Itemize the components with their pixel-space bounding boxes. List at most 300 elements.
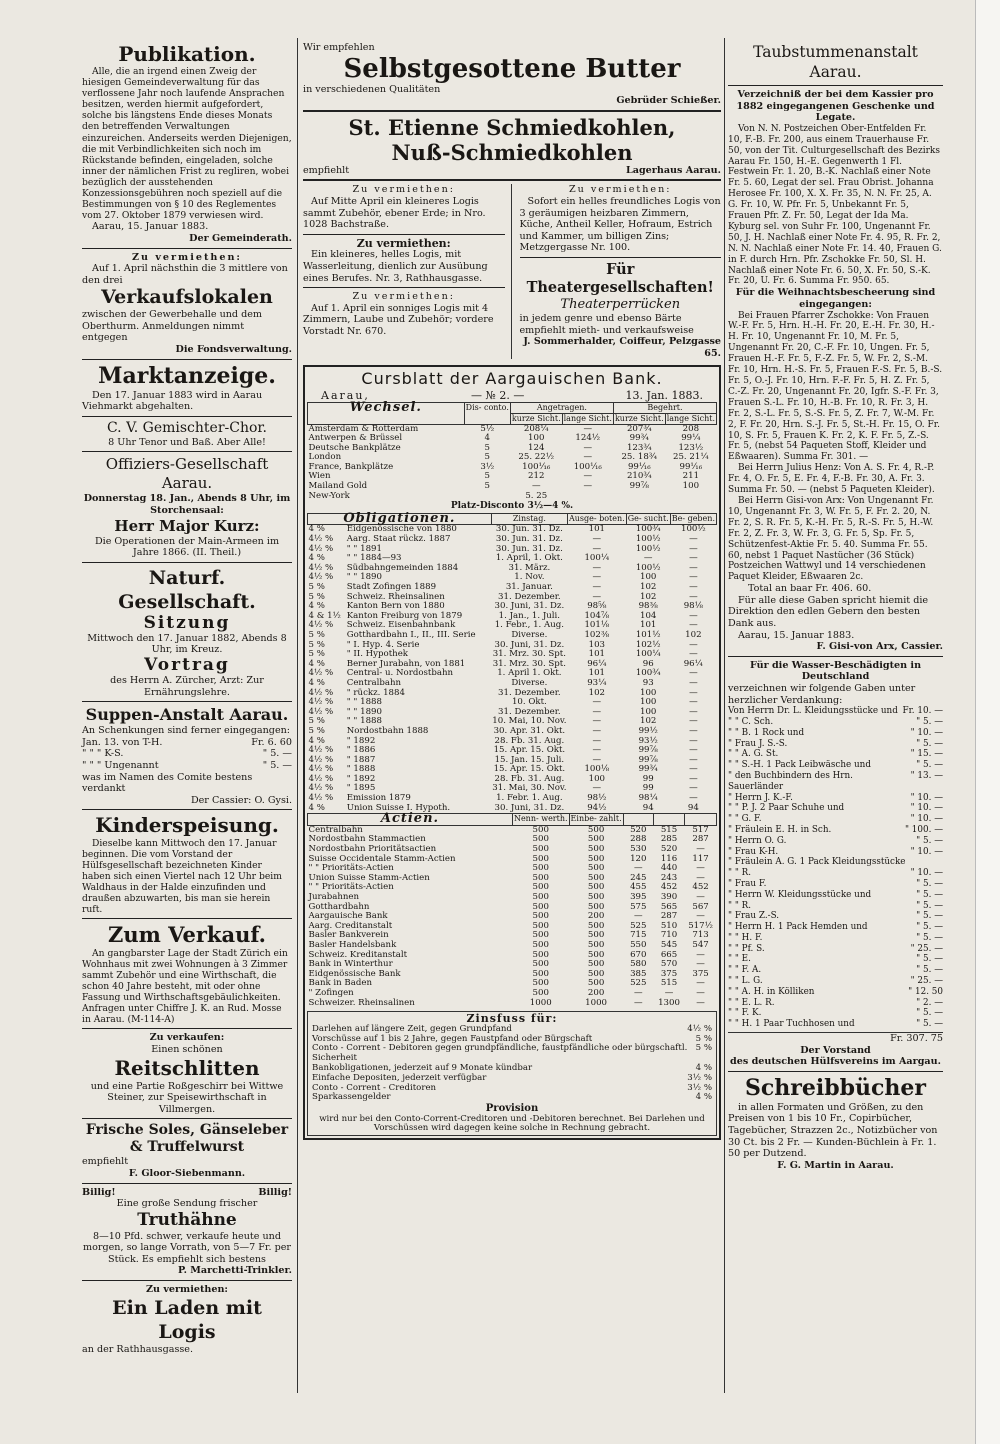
obligation-row-cell: 102 bbox=[685, 629, 702, 640]
obligation-row-cell: " " 1890 bbox=[346, 706, 382, 717]
donor-row: " 2. — " " E. L. R. bbox=[728, 997, 943, 1008]
obligation-row-cell: — bbox=[689, 735, 698, 746]
obligation-row-cell: 4½ % bbox=[308, 783, 334, 794]
donor-row: " 12. 50 " " A. H. in Kölliken bbox=[728, 986, 943, 997]
actien-row-cell: — bbox=[696, 987, 705, 998]
vortrag-label: Vortrag bbox=[144, 655, 230, 675]
obligation-row-cell: 31. Mrz. 30. Spt. bbox=[492, 649, 566, 660]
vermiethen-left-heading: Zu vermiethen: bbox=[352, 184, 456, 196]
obligation-row-cell: " " 1888 bbox=[346, 716, 382, 727]
verkauf-text: An gangbarster Lage der Stadt Zürich ein Wohnhaus mit zwei Wohnungen à 3 Zimmer sammt Zubehör und eine Wirthschaft, die schon 40 Jahre besteht, mit oder ohne Fassung und Wirthschaftsgebäulichkeiten. Anfragen unter Chiffre J. K. an Rud. Mosse in Aarau. (M-114-A) bbox=[82, 948, 288, 1026]
actien-row-cell: — bbox=[696, 997, 705, 1008]
actien-row-cell: — bbox=[696, 949, 705, 960]
obligation-row-cell: 30. Juni, 31. Dz. bbox=[494, 802, 565, 813]
obligation-row-cell: 5 % bbox=[308, 629, 325, 640]
obligation-row-cell: 101 bbox=[640, 620, 657, 631]
actien-row-cell: 500 bbox=[532, 834, 549, 845]
donor-row: " 5. — " Frau J. S.-S. bbox=[728, 738, 943, 749]
obligation-row-cell: " 1895 bbox=[346, 783, 376, 794]
obligation-row-cell: 100¾ bbox=[635, 524, 661, 535]
obligation-row-cell: Schweiz. Eisenbahnbank bbox=[346, 620, 456, 631]
obligation-row-cell: 100¼ bbox=[635, 649, 661, 660]
obligation-row-cell: — bbox=[592, 543, 602, 554]
obligation-row-cell: 4½ % bbox=[308, 620, 334, 631]
obligation-row-cell: 104 bbox=[640, 610, 657, 621]
donor-row: " 5. — " " S.-H. 1 Pack Leibwäsche und bbox=[728, 760, 943, 771]
obligation-row-cell: Nordostbahn 1888 bbox=[346, 725, 429, 736]
obligation-row-cell: 4½ % bbox=[308, 562, 334, 573]
suppen-row: " " " K-S. " 5. — bbox=[82, 748, 292, 760]
actien-row-cell: 517½ bbox=[688, 920, 713, 931]
obligation-row-cell: — bbox=[689, 591, 698, 602]
obligation-row-cell: 4½ % bbox=[308, 572, 334, 583]
actien-row bbox=[308, 979, 717, 989]
wechsel-row-cell: 99¼ bbox=[681, 433, 701, 444]
donor-row: " 5. — " " H. 1 Paar Tuchhosen und bbox=[728, 1019, 943, 1030]
obligation-row-cell: 100 bbox=[640, 706, 657, 717]
obligation-row-cell: Stadt Zofingen 1889 bbox=[346, 582, 437, 592]
butter-signature: Gebrüder Schießer. bbox=[616, 95, 721, 107]
actien-row-cell: Bank in Baden bbox=[308, 978, 372, 989]
actien-row-cell: 500 bbox=[587, 853, 605, 864]
zinsfuss-row: 5 % Conto - Corrent - Debitoren gegen grundpfändliche, faustpfändliche oder bürgschaftl. Sicherheit bbox=[312, 1043, 712, 1064]
actien-row-cell: 390 bbox=[660, 892, 678, 902]
actien-row-cell: — bbox=[696, 911, 705, 922]
theater-sub: Theaterperrücken bbox=[560, 296, 681, 312]
obligation-row-cell: 102 bbox=[640, 582, 657, 592]
theater-text: in jedem genre und ebenso Bärte empfiehlt mieth- und verkaufsweise bbox=[519, 312, 694, 336]
cursblatt bbox=[303, 365, 721, 1140]
vermiethen-text: Auf 1. April nächsthin die 3 mittlere von den drei bbox=[82, 263, 288, 286]
actien-row-cell: 500 bbox=[532, 853, 549, 864]
obligation-row-cell: 31. Dezember. bbox=[498, 706, 561, 717]
actien-row-cell: Aargauische Bank bbox=[308, 911, 388, 922]
obligation-row-cell: — bbox=[689, 668, 698, 679]
actien-row-cell: " Zofingen bbox=[308, 987, 354, 998]
obligation-row-cell: — bbox=[592, 725, 602, 736]
actien-row-cell: 575 bbox=[630, 901, 647, 912]
obligation-row-cell: 101½ bbox=[635, 629, 661, 640]
donor-row: " 10. — " " P. J. 2 Paar Schuhe und bbox=[728, 803, 943, 814]
wechsel-row-cell: 99¾ bbox=[629, 433, 649, 444]
vermiethen-signature: Die Fondsverwaltung. bbox=[175, 344, 292, 356]
obligation-row-cell: — bbox=[592, 591, 602, 602]
weihnacht-text: Bei Frauen Pfarrer Zschokke: Von Frauen W.-F. Fr. 5, Hrn. H.-H. Fr. 20, E.-H. Fr. 30, H.-H. Fr. 10, Ungenannt Fr. 10, M. Fr. 5, Ungenannt Fr. 20, C.-F. Fr. 10, Ungen. Fr. 5, Frauen H.-F. Fr. 5, F.-Z. Fr. 5, W. Fr. 2, S.-M. Fr. 10, Hrn. H.-S. Fr. 5, Frauen F.-S. Fr. 5, B.-S. Fr. 5, O.-J. Fr. 10, Hrn. F.-F. Fr. 5, H. Z. Fr. 5, C.-Z. Fr. 20, Ungenannt Fr. 20, Igfr. S.-F. Fr. 3, Frauen S.-L. Fr. 10, H.-B. Fr. 10, R. Fr. 3, H. Fr. 2, S.-L. Fr. 5, S.-S. Fr. 5, Z. Fr. 7, W.-M. Fr. 2, F. Fr. 20, Hrn. S.-J. Fr. 5, St.-H. Fr. 15, O. Fr. 10, S. Fr. 5, Frauen K. Fr. 2, K. F. Fr. 5, Z.-S. Fr. 5, (nebst 54 Paqueten Stoff, Kleider und Eßwaaren). Summa Fr. 301. — bbox=[728, 310, 943, 463]
obligation-row-cell: 93¼ bbox=[587, 677, 607, 688]
actien-row-cell: 395 bbox=[630, 892, 647, 902]
donor-row: " 10. — " Frau K-H. bbox=[728, 846, 943, 857]
actien-row-cell: 285 bbox=[660, 834, 678, 845]
actien-row-cell: — bbox=[633, 987, 643, 998]
wechsel-row-cell: Antwerpen & Brüssel bbox=[308, 433, 403, 444]
actien-row-cell: 713 bbox=[692, 930, 709, 941]
obligation-row-cell: 99⅞ bbox=[638, 745, 658, 756]
obligation-row-cell: Südbahngemeinden 1884 bbox=[346, 562, 459, 573]
actien-row-cell: 530 bbox=[630, 844, 647, 855]
obligation-row-cell: " 1886 bbox=[346, 745, 376, 756]
laden-title: Ein Laden mit Logis bbox=[112, 1296, 262, 1343]
wechsel-row-cell: 25. 22½ bbox=[518, 452, 555, 463]
actien-row-cell: 500 bbox=[532, 939, 549, 950]
obligation-row-cell: 101 bbox=[588, 668, 606, 679]
obligation-row-cell: 28. Fb. 31. Aug. bbox=[494, 735, 565, 746]
wechsel-row-cell bbox=[464, 492, 510, 502]
obligation-row-cell: 99¾ bbox=[638, 764, 658, 775]
wechsel-row-cell: 5 bbox=[484, 442, 490, 453]
truthaehne-billig: Billig! Billig! bbox=[82, 1186, 292, 1198]
obligation-row-cell: " 1892 bbox=[346, 773, 376, 784]
obligation-row-cell: 100¼ bbox=[584, 553, 610, 564]
actien-row-cell: 500 bbox=[587, 834, 605, 845]
kohle-footer: empfiehlt Lagerhaus Aarau. bbox=[303, 164, 721, 176]
obligation-row-cell: 4 % bbox=[308, 677, 325, 688]
obligation-row-cell: — bbox=[592, 745, 602, 756]
zinsfuss-box bbox=[307, 1011, 717, 1136]
laden-text: an der Rathhausgasse. bbox=[82, 1343, 194, 1355]
actien-row-cell: Aarg. Creditanstalt bbox=[308, 920, 393, 931]
theater-title: Für Theatergesellschaften! bbox=[526, 260, 714, 296]
obligation-row-cell: 5 % bbox=[308, 582, 325, 592]
obligation-row-cell: 96¼ bbox=[587, 658, 607, 669]
actien-row-cell: 500 bbox=[532, 872, 549, 883]
wechsel-row-cell bbox=[613, 492, 665, 502]
suppen-signature: Der Cassier: O. Gysi. bbox=[190, 794, 292, 806]
wechsel-row-cell: 25. 21¼ bbox=[673, 452, 709, 463]
obligation-row-cell: Aarg. Staat rückz. 1887 bbox=[346, 534, 451, 545]
actien-row-cell: 500 bbox=[587, 872, 605, 883]
wasser-signature-2: des deutschen Hülfsvereins im Aargau. bbox=[730, 1056, 941, 1068]
vermiethen-heading: Zu vermiethen: bbox=[132, 251, 242, 263]
actien-row-cell: 500 bbox=[532, 911, 549, 922]
actien-row-cell: 200 bbox=[587, 911, 605, 922]
actien-row-cell: 287 bbox=[692, 834, 709, 845]
actien-row-cell: 287 bbox=[660, 911, 678, 922]
kohle-title-2: Nuß-Schmiedkohlen bbox=[391, 139, 633, 165]
wechsel-row-cell: 99⅟₁₆ bbox=[627, 461, 651, 472]
wechsel-row-cell: 212 bbox=[528, 471, 545, 482]
schreibbuecher-text: in allen Formaten und Größen, zu den Preisen von 1 bis 10 Fr., Copirbücher, Tagebücher, Strazzen 2c., Notizbücher von 30 Ct. bis 2 Fr. — Kunden-Büchlein à Fr. 1. 50 per Dutzend. bbox=[728, 1101, 938, 1160]
wechsel-row-cell: 208¼ bbox=[523, 423, 549, 434]
obligation-row-cell: 31. Mai, 30. Nov. bbox=[492, 783, 567, 794]
obligation-row-cell: 15. Apr. 15. Okt. bbox=[493, 745, 566, 756]
obligation-row-cell: — bbox=[689, 764, 698, 775]
obligation-row-cell: — bbox=[592, 582, 602, 592]
actien-row-cell: 440 bbox=[660, 863, 678, 874]
actien-row-cell: 500 bbox=[532, 844, 549, 855]
actien-table: Actien. Nenn- werth. Einbe- zahlt. Centralbahn 500 500 520 515 517 Nordostbahn Stammactien 500 500 288 285 287 Nordostbahn Prioritätsactien 500 500 530 520 — Suisse Occidentale Stamm-Actien 500 500 120 116 117 " " Prioritäts-Actien 500 500 — 440 — Union Suisse Stamm-Actien 500 500 245 243 — " " Prioritäts-Actien 500 500 455 452 452 Jurabahnen 500 500 395 390 — Gotthardbahn 500 500 575 565 567 Aargauische Bank 500 200 — 287 — Aarg. Creditanstalt 500 500 525 510 517½ Basler Bankverein 500 500 715 710 713 Basler Handelsbank 500 500 550 545 547 Schweiz. Kreditanstalt 500 500 670 665 — Bank in Winterthur 500 500 580 570 — Eidgenössische Bank 500 500 385 375 375 Bank in Baden 500 500 525 515 — " Zofingen 500 200 — — — Schweizer. Rheinsalinen 1000 1000 — 1300 — bbox=[307, 813, 717, 1008]
obligation-row-cell: 15. Jan. 15. Juli. bbox=[494, 754, 565, 765]
obligation-row-cell: " 1887 bbox=[346, 754, 376, 765]
wechsel-table: Wechsel. Dis- conto. Angetragen. Begehrt. kurze Sicht. lange Sicht. kurze Sicht. lange Sicht. Amsterdam & Rotterdam 5½ 208¼ — 207¾ 208 Antwerpen & Brüssel 4 100 124½ 99¾ 99¼ Deutsche Bankplätze 5 124 — 123¾ 123½ London 5 25. 22½ — 25. 18¾ 25. 21¼ France, Bankplätze 3½ 100⅟₁₆ 100⅟₁₆ 99⅟₁₆ 99⅟₁₆ Wien 5 212 — 210¾ 211 Mailand Gold 5 — — 99⅞ 100 New-York 5. 25 bbox=[308, 400, 715, 501]
obligation-row-cell: Emission 1879 bbox=[346, 793, 411, 804]
obligation-row-cell: — bbox=[689, 572, 698, 583]
obligation-row-cell: — bbox=[689, 697, 698, 708]
actien-row-cell: 500 bbox=[532, 968, 549, 979]
obligation-row-cell: 30. Jun. 31. Dz. bbox=[495, 534, 563, 545]
obligation-row-cell: Gotthardbahn I., II., III. Serie bbox=[346, 629, 476, 640]
actien-row-cell: Gotthardbahn bbox=[308, 901, 370, 912]
obligation-row-cell: 28. Fb. 31. Aug. bbox=[494, 773, 565, 784]
obligation-row-cell: 100 bbox=[640, 687, 657, 698]
obligation-row-cell: — bbox=[592, 534, 602, 545]
obligation-row-cell: 4 % bbox=[308, 735, 325, 746]
obligation-row-cell: 30. Juni, 31. Dz. bbox=[494, 601, 565, 612]
obligation-row-cell: 31. Januar. bbox=[505, 582, 553, 592]
obligation-row-cell: 4½ % bbox=[308, 687, 334, 698]
actien-row-cell: — bbox=[696, 892, 705, 902]
obligation-row-cell: Central- u. Nordostbahn bbox=[346, 668, 454, 679]
actien-row-cell: — bbox=[696, 978, 705, 989]
obligation-row-cell: " " 1884—93 bbox=[346, 553, 402, 564]
vermiethen-right-heading: Zu vermiethen: bbox=[568, 184, 672, 196]
actien-row-cell: 375 bbox=[692, 968, 709, 979]
obligation-row-cell: 99½ bbox=[638, 725, 658, 736]
wasser-text: verzeichnen wir folgende Gaben unter herzlicher Verdankung: bbox=[728, 682, 916, 706]
donor-row: " 5. — " Herrn W. Kleidungsstücke und bbox=[728, 889, 943, 900]
actien-row-cell: 500 bbox=[587, 863, 605, 874]
obligation-row-cell: 15. Apr. 15. Okt. bbox=[493, 764, 566, 775]
obligation-row-cell: Union Suisse I. Hypoth. bbox=[346, 802, 451, 813]
obligation-row-cell: 10. Okt. bbox=[511, 697, 547, 708]
obligation-row-cell: 102 bbox=[640, 716, 657, 727]
obligation-row bbox=[308, 804, 717, 814]
offiziers-text: Die Operationen der Main-Armeen im Jahre 1866. (II. Theil.) bbox=[94, 535, 280, 559]
taubstummen-signature: F. Gisi-von Arx, Cassier. bbox=[816, 641, 943, 653]
obligation-row-cell: Schweiz. Rheinsalinen bbox=[346, 591, 445, 602]
actien-row-cell: 288 bbox=[630, 834, 647, 845]
actien-row-cell: 500 bbox=[532, 892, 549, 902]
dank-text: Für alle diese Gaben spricht hiemit die Direktion den edlen Gebern den besten Dank aus. bbox=[728, 594, 929, 629]
actien-row-cell: 200 bbox=[587, 987, 605, 998]
actien-row-cell: — bbox=[696, 959, 705, 970]
suppen-row: " " " Ungenannt " 5. — bbox=[82, 759, 292, 771]
vermiethen-left-text-2: Ein kleineres, helles Logis, mit Wasserleitung, dienlich zur Ausübung eines Berufes. Nr. 3, Rathhausgasse. bbox=[303, 249, 488, 284]
actien-row-cell: 500 bbox=[532, 959, 549, 970]
obligation-row-cell: — bbox=[689, 725, 698, 736]
soles-text: empfiehlt bbox=[82, 1156, 129, 1168]
donor-row: " Fräulein A. G. 1 Pack Kleidungsstücke bbox=[728, 857, 906, 868]
donor-row: Fr. 10. — Von Herrn Dr. L. Kleidungsstücke und bbox=[728, 706, 943, 717]
actien-row-cell: — bbox=[633, 863, 643, 874]
soles-signature: F. Gloor-Siebenmann. bbox=[128, 1167, 246, 1179]
obligation-row-cell: 1. Febr., 1. Aug. bbox=[494, 620, 564, 631]
actien-row-cell: 500 bbox=[532, 930, 549, 941]
obligation-row-cell: 98¼ bbox=[638, 793, 658, 804]
obligation-row-cell: 101 bbox=[588, 524, 606, 535]
obligation-row-cell: 93 bbox=[642, 677, 654, 688]
obligation-row-cell: — bbox=[689, 783, 698, 794]
actien-row-cell: — bbox=[664, 987, 674, 998]
obligation-row-cell: — bbox=[689, 793, 698, 804]
obligation-row-cell: — bbox=[592, 783, 602, 794]
obligation-row-cell: 1. Nov. bbox=[514, 572, 545, 583]
wechsel-row-cell bbox=[562, 492, 613, 502]
obligation-row-cell: — bbox=[689, 639, 698, 650]
wechsel-row-cell: 4 bbox=[484, 433, 490, 444]
wechsel-row-cell: 99⅟₁₆ bbox=[679, 461, 703, 472]
wechsel-row-cell: 25. 18¾ bbox=[621, 452, 658, 463]
obligation-row-cell: 1. Febr. 1. Aug. bbox=[496, 793, 563, 804]
donor-row: " 10. — " " G. F. bbox=[728, 814, 943, 825]
wechsel-row-cell: Wien bbox=[308, 471, 331, 482]
obligation-row-cell: 101⅛ bbox=[584, 620, 610, 631]
obligation-row-cell: — bbox=[592, 716, 602, 727]
obligation-row-cell: 4 % bbox=[308, 658, 325, 669]
reitschlitten-text: und eine Partie Roßgeschirr bei Wittwe Steiner, zur Speisewirthschaft in Villmergen. bbox=[90, 1080, 284, 1115]
obligation-row-cell: 104⅞ bbox=[584, 610, 610, 621]
actien-row-cell: 500 bbox=[532, 901, 549, 912]
actien-row-cell: 525 bbox=[630, 920, 647, 931]
donor-row: " 5. — " Frau F. bbox=[728, 878, 943, 889]
donor-row: " 5. — " " E. bbox=[728, 954, 943, 965]
actien-row-cell: 500 bbox=[587, 959, 605, 970]
truthaehne-signature: P. Marchetti-Trinkler. bbox=[177, 1265, 292, 1277]
butter-title: Selbstgesottene Butter bbox=[343, 53, 681, 84]
sitzung-label: Sitzung bbox=[143, 612, 231, 633]
obligation-row-cell: 4 % bbox=[308, 524, 325, 535]
donor-row: " 13. — " den Buchbindern des Hrn. Sauerländer bbox=[728, 770, 943, 792]
obligation-row-cell: 99⅞ bbox=[638, 754, 658, 765]
naturf-title: Naturf. Gesellschaft. bbox=[118, 566, 256, 613]
actien-row-cell: 565 bbox=[660, 901, 678, 912]
obligation-row-cell: 1. Jan., 1. Juli. bbox=[498, 610, 561, 621]
obligation-row-cell: — bbox=[592, 706, 602, 717]
cursblatt-dateline: Aarau, — № 2. — 13. Jan. 1883. bbox=[321, 389, 703, 403]
vermiethen-left-heading-2: Zu vermiethen: bbox=[356, 236, 451, 250]
wechsel-row-cell: 207¾ bbox=[626, 423, 652, 434]
actien-row-cell: 500 bbox=[587, 892, 605, 902]
obligation-row-cell: 30. Apr. 31. Okt. bbox=[493, 725, 566, 736]
donor-row: " 5. — " Herrn O. G. bbox=[728, 835, 943, 846]
wechsel-row bbox=[308, 472, 717, 482]
obligation-row-cell: Diverse. bbox=[511, 629, 548, 640]
wechsel-row-cell: New-York bbox=[308, 490, 350, 501]
henz-text: Bei Herrn Julius Henz: Von A. S. Fr. 4, R.-P. Fr. 4, O. Fr. 5, E. Fr. 4, F.-B. Fr. 30, A. Fr. 3. Summa Fr. 50. — (nebst 5 Paqueten Kleider). bbox=[728, 463, 935, 496]
zinsfuss-title: Zinsfuss für: bbox=[466, 1012, 558, 1026]
obligation-row-cell: 4½ % bbox=[308, 754, 334, 765]
wechsel-row-cell: 5 bbox=[484, 452, 490, 463]
taubstummen-date: Aarau, 15. Januar 1883. bbox=[738, 629, 855, 641]
donor-row: " 10. — " Herrn J. K.-F. bbox=[728, 792, 943, 803]
actien-row-cell: 500 bbox=[587, 920, 605, 931]
wechsel-row-cell: Amsterdam & Rotterdam bbox=[308, 423, 419, 434]
obligation-row-cell: 98⅛ bbox=[683, 601, 703, 612]
actien-row-cell: Bank in Winterthur bbox=[308, 959, 393, 970]
soles-title: Frische Soles, Gänseleber & Truffelwurst bbox=[85, 1122, 289, 1156]
wechsel-row-cell: 123¾ bbox=[626, 442, 652, 453]
obligation-row-cell: 4½ % bbox=[308, 534, 334, 545]
obligation-row-cell: 4½ % bbox=[308, 745, 334, 756]
obligation-row-cell: — bbox=[689, 773, 698, 784]
donor-row: " 100. — " Fräulein E. H. in Sch. bbox=[728, 824, 943, 835]
butter-sub: in verschiedenen Qualitäten bbox=[303, 83, 441, 95]
wechsel-row bbox=[308, 463, 717, 473]
obligation-row-cell: — bbox=[689, 716, 698, 727]
obligation-row-cell: 5 % bbox=[308, 716, 325, 727]
actien-row-cell: 550 bbox=[630, 939, 647, 950]
actien-row-cell: Schweizer. Rheinsalinen bbox=[308, 997, 415, 1008]
obligation-row-cell: 4 & 1½ bbox=[308, 610, 341, 621]
wechsel-row-cell: 5. 25 bbox=[525, 490, 548, 501]
wechsel-row-cell: 3½ bbox=[480, 461, 495, 472]
wechsel-row-cell: France, Bankplätze bbox=[308, 461, 394, 472]
arx-text: Bei Herrn Gisi-von Arx: Von Ungenannt Fr. 10, Ungenannt Fr. 3, W. Fr. 5, F. Fr. 2. 20, N. Fr. 2, S. R. Fr. 5, K.-H. Fr. 5, R.-S. Fr. 5, H.-W. Fr. 2, Z. Fr. 3, W. Fr. 3, G. Fr. 5, Sp. Fr. 5, Schützenfest-Aktie Fr. 5. 40. Summa Fr. 55. 60, nebst 1 Paquet Nastücher (36 Stück) Postzeichen Wattwyl und 14 verschiedenen Paquet Kleider, Eßwaaren 2c. bbox=[728, 495, 934, 583]
platz-disconto: Platz-Disconto 3½—4 %. bbox=[450, 501, 574, 512]
actien-row-cell: 580 bbox=[630, 959, 647, 970]
obligation-row-cell: 100⅛ bbox=[584, 764, 610, 775]
zinsfuss-row: 3½ % Conto - Corrent - Creditoren bbox=[312, 1082, 712, 1093]
actien-row-cell: 500 bbox=[532, 824, 549, 835]
obligation-row-cell: — bbox=[689, 610, 698, 621]
actien-row-cell: — bbox=[696, 872, 705, 883]
offiziers-speaker: Herr Major Kurz: bbox=[114, 516, 260, 535]
actien-row-cell: 510 bbox=[660, 920, 678, 931]
provision-title: Provision bbox=[485, 1103, 539, 1115]
vermiethen-left-text-3: Auf 1. April ein sonniges Logis mit 4 Zimmern, Laube und Zubehör; vordere Vorstadt Nr. 670. bbox=[303, 302, 494, 337]
obligation-row-cell: 5 % bbox=[308, 591, 325, 602]
actien-row-cell: Schweiz. Kreditanstalt bbox=[308, 949, 408, 960]
actien-row-cell: 515 bbox=[660, 978, 678, 989]
wasser-sum: Fr. 307. 75 bbox=[728, 1032, 943, 1045]
obligation-row-cell: 31. Mrz. 30. Spt. bbox=[492, 658, 566, 669]
actien-row-cell: 500 bbox=[587, 882, 605, 893]
actien-row-cell: 116 bbox=[660, 853, 678, 864]
wechsel-row-cell: 100 bbox=[528, 433, 545, 444]
marktanzeige-text: Den 17. Januar 1883 wird in Aarau Viehmarkt abgehalten. bbox=[82, 389, 263, 413]
wechsel-row-cell: 210¾ bbox=[626, 471, 652, 482]
obligation-row-cell: 100 bbox=[640, 697, 657, 708]
zinsfuss-row: 4½ % Darlehen auf längere Zeit, gegen Grundpfand bbox=[312, 1023, 712, 1034]
verkaufen-sub: Einen schönen bbox=[151, 1043, 223, 1055]
obligation-row-cell: 102 bbox=[588, 687, 606, 698]
donor-row: " 10. — " " R. bbox=[728, 868, 943, 879]
zinsfuss-row: 4 % Bankobligationen, jederzeit auf 9 Monate kündbar bbox=[312, 1062, 712, 1073]
schreibbuecher-title: Schreibbücher bbox=[745, 1074, 926, 1101]
naturf-date: Mittwoch den 17. Januar 1882, Abends 8 Uhr, im Kreuz. bbox=[87, 632, 287, 656]
obligation-row-cell: 100½ bbox=[635, 534, 661, 545]
column-left bbox=[82, 42, 292, 1355]
actien-row-cell: 520 bbox=[660, 844, 678, 855]
butter-pre: Wir empfehlen bbox=[303, 42, 375, 53]
obligation-row-cell: 100 bbox=[640, 572, 657, 583]
wechsel-row-cell: Mailand Gold bbox=[308, 481, 368, 492]
kohle-title-1: St. Etienne Schmiedkohlen, bbox=[348, 114, 676, 140]
obligation-row-cell: — bbox=[592, 754, 602, 765]
actien-row-cell: 665 bbox=[660, 949, 678, 960]
obligation-row-cell: Eidgenössische von 1880 bbox=[346, 524, 457, 535]
actien-row-cell: Eidgenössische Bank bbox=[308, 968, 401, 979]
suppen-row: Jan. 13. von T-H. Fr. 6. 60 bbox=[82, 736, 292, 748]
obligation-row-cell: 4 % bbox=[308, 802, 325, 813]
obligation-row-cell: 94½ bbox=[587, 802, 607, 813]
donor-row: " 25. — " " Pf. S. bbox=[728, 943, 943, 954]
actien-row-cell: — bbox=[633, 911, 643, 922]
obligationen-table: Obligationen. Zinstag. Ausge- boten. Ge- sucht. Be- geben. 4 % Eidgenössische von 1880 30. Jun. 31. Dz. 101 100¾ 100½ 4½ % Aarg. Staat rückz. 1887 30. Jun. 31. Dz. — 100½ — 4½ % " " 1891 30. Jun. 31. Dz. — 100½ — 4 % " " 1884—93 1. April, 1. Okt. 100¼ — — 4½ % Südbahngemeinden 1884 31. März. — 100½ — 4½ % " " 1890 1. Nov. — 100 — 5 % Stadt Zofingen 1889 31. Januar. — 102 — 5 % Schweiz. Rheinsalinen 31. Dezember. — 102 — 4 % Kanton Bern von 1880 30. Juni, 31. Dz. 98⅝ 98⅜ 98⅛ 4 & 1½ Kanton Freiburg von 1879 1. Jan., 1. Juli. 104⅞ 104 — 4½ % Schweiz. Eisenbahnbank 1. Febr., 1. Aug. 101⅛ 101 — 5 % Gotthardbahn I., II., III. Serie Diverse. 102⅜ 101½ 102 5 % " I. Hyp. 4. Serie 30. Juni, 31. Dz. 103 102½ — 5 % " II. Hypothek 31. Mrz. 30. Spt. 101 100¼ — 4 % Berner Jurabahn, von 1881 31. Mrz. 30. Spt. 96¼ 96 96¼ 4½ % Central- u. Nordostbahn 1. April 1. Okt. 101 100¾ — 4 % Centralbahn Diverse. 93¼ 93 — 4½ % " rückz. 1884 31. Dezember. 102 100 — 4½ % " " 1888 10. Okt. — 100 — 4½ % " " 1890 31. Dezember. — 100 — 5 % " " 1888 10. Mai, 10. Nov. — 102 — 5 % Nordostbahn 1888 30. Apr. 31. Okt. — 99½ — 4 % " 1892 28. Fb. 31. Aug. — 93½ — 4½ % " 1886 15. Apr. 15. Okt. — 99⅞ — 4½ % " 1887 15. Jan. 15. Juli. — 99⅞ — 4½ % " 1888 15. Apr. 15. Okt. 100⅛ 99¾ — 4½ % " 1892 28. Fb. 31. Aug. 100 99 — 4½ % " 1895 31. Mai, 30. Nov. — 99 — 4½ % Emission 1879 1. Febr. 1. Aug. 98½ 98¼ — 4 % Union Suisse I. Hypoth. 30. Juni, 31. Dz. 94½ 94 94 bbox=[308, 510, 715, 813]
obligation-row-cell: 99 bbox=[642, 783, 654, 794]
actien-row-cell: 1000 bbox=[529, 997, 552, 1008]
suppen-title: Suppen-Anstalt Aarau. bbox=[85, 705, 289, 725]
wechsel-row bbox=[308, 492, 717, 502]
wechsel-row-cell: 123½ bbox=[678, 442, 704, 453]
obligation-row-cell: 4½ % bbox=[308, 668, 334, 679]
obligation-row-cell: " I. Hyp. 4. Serie bbox=[346, 639, 420, 650]
wechsel-row bbox=[308, 482, 717, 492]
obligation-row-cell: — bbox=[689, 745, 698, 756]
obligation-row-cell: 30. Juni, 31. Dz. bbox=[494, 639, 565, 650]
actien-row-cell: 500 bbox=[587, 901, 605, 912]
wechsel-row-cell: — bbox=[583, 471, 593, 482]
obligation-row-cell: — bbox=[689, 687, 698, 698]
